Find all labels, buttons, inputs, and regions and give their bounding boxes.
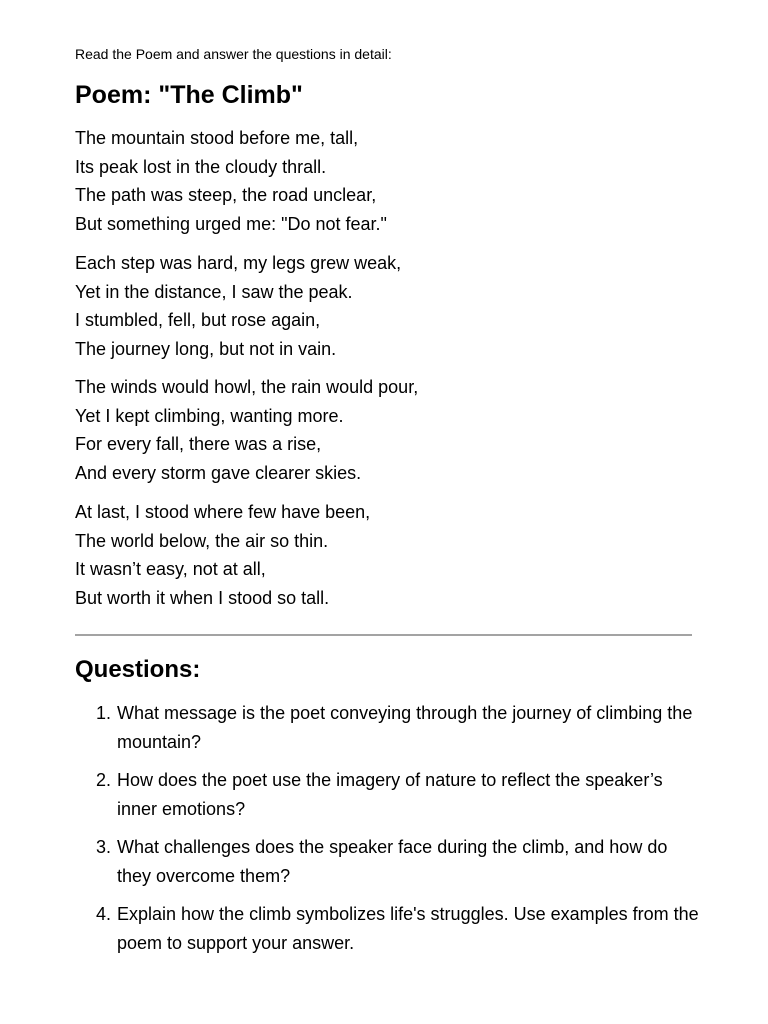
poem-line: And every storm gave clearer skies.	[75, 463, 362, 484]
poem-line: The path was steep, the road unclear,	[75, 185, 377, 206]
poem-stanza-3	[75, 373, 418, 488]
poem-stanza-1	[75, 124, 387, 239]
poem-line: Yet in the distance, I saw the peak.	[75, 281, 353, 302]
question-item-3	[96, 833, 706, 891]
poem-line: It wasn’t easy, not at all,	[75, 559, 266, 580]
question-number: 1.	[96, 703, 112, 723]
question-text: What challenges does the speaker face during the climb, and how do they overcome them?	[117, 837, 668, 886]
poem-line: But worth it when I stood so tall.	[75, 588, 330, 609]
question-text: Explain how the climb symbolizes life's struggles. Use examples from the poem to support your answer.	[117, 904, 699, 953]
question-number: 3.	[96, 837, 112, 857]
poem-stanza-4	[75, 498, 370, 613]
poem-line: But something urged me: "Do not fear."	[75, 214, 387, 235]
poem-line: For every fall, there was a rise,	[75, 434, 322, 455]
question-text: What message is the poet conveying through the journey of climbing the mountain?	[117, 703, 693, 752]
poem-stanza-2	[75, 249, 401, 364]
poem-line: The mountain stood before me, tall,	[75, 128, 359, 148]
poem-line: Its peak lost in the cloudy thrall.	[75, 156, 327, 177]
poem-line: The winds would howl, the rain would pour,	[75, 377, 419, 397]
section-divider	[75, 634, 692, 636]
poem-line: The world below, the air so thin.	[75, 530, 329, 551]
poem-line: The journey long, but not in vain.	[75, 339, 337, 360]
question-item-4	[96, 900, 706, 958]
question-text: How does the poet use the imagery of nature to reflect the speaker’s inner emotions?	[117, 770, 663, 819]
question-number: 2.	[96, 770, 112, 790]
poem-title: Poem: "The Climb"	[75, 81, 303, 109]
poem-line: At last, I stood where few have been,	[75, 502, 371, 522]
poem-line: I stumbled, fell, but rose again,	[75, 310, 321, 331]
instruction-text: Read the Poem and answer the questions in detail:	[75, 46, 392, 62]
question-item-2	[96, 766, 706, 824]
poem-line: Yet I kept climbing, wanting more.	[75, 405, 344, 426]
poem-line: Each step was hard, my legs grew weak,	[75, 253, 402, 273]
question-number: 4.	[96, 904, 112, 924]
question-item-1	[96, 699, 706, 757]
questions-heading: Questions:	[75, 656, 201, 683]
